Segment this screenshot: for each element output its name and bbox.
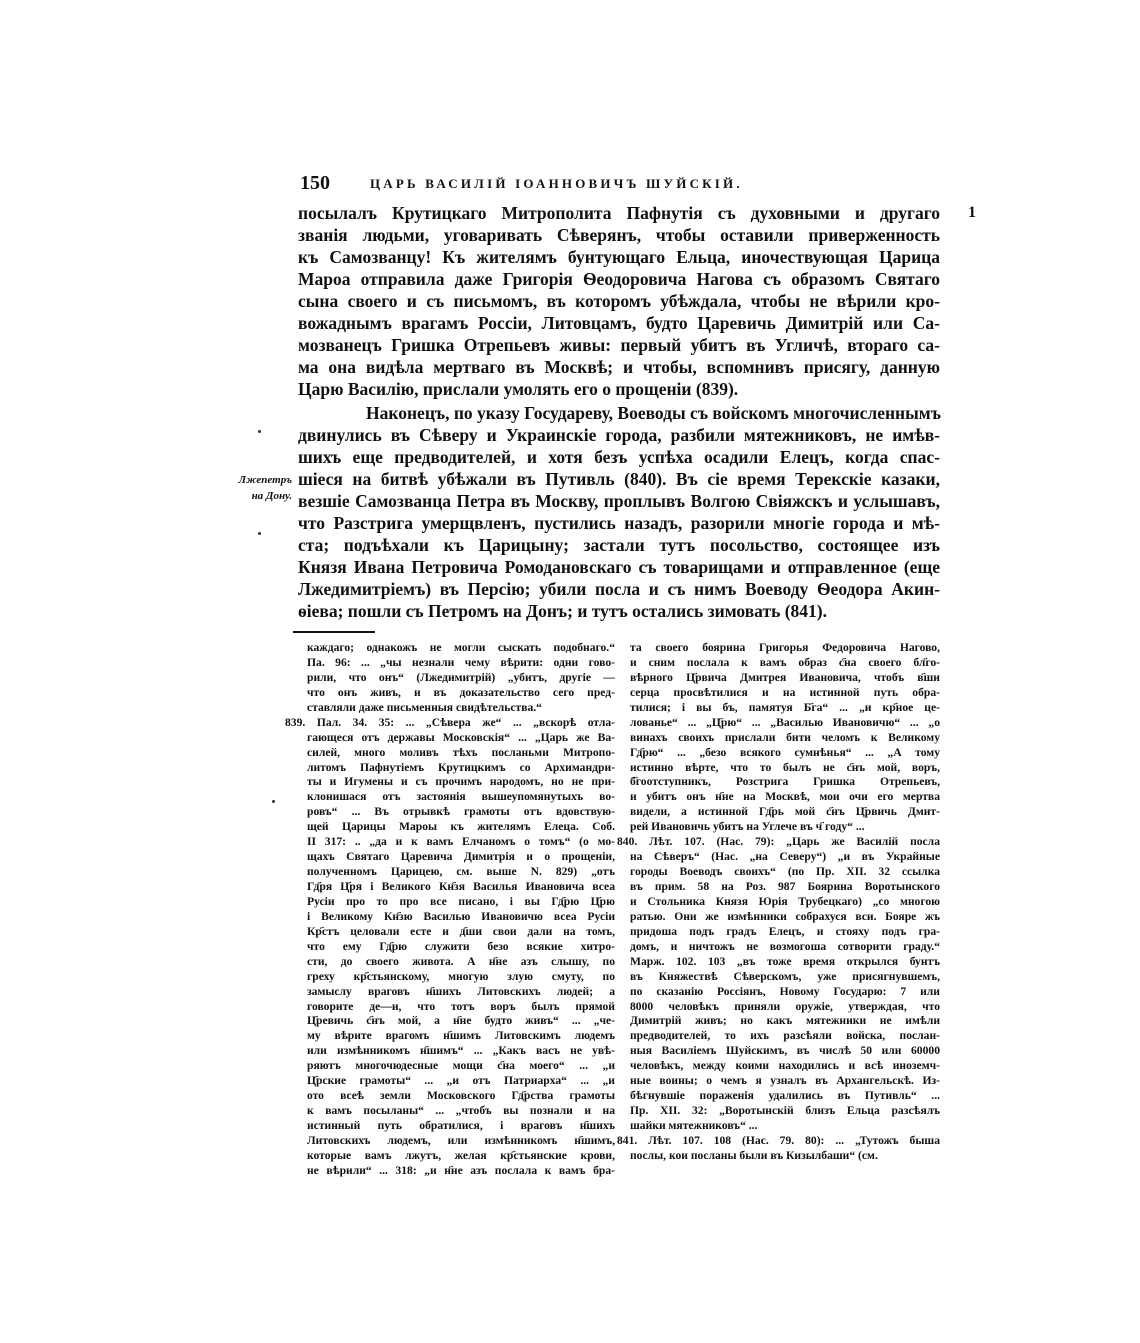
footnote-line: Ц҃ревичь с҃нъ мой, а н҃не будто живъ“ ... „че-	[307, 1014, 615, 1028]
footnote-line: послы, кои посланы были въ Кизылбаши“ (см.	[630, 1148, 878, 1162]
footnote-line: ныя Василіемъ Шуйскимъ, въ числѣ 50 или 60000	[630, 1044, 940, 1058]
footnote-line: греху кр҃стьянскому, многую злую смуту, по	[307, 969, 615, 983]
text-line: Мароа отправила даже Григорія Ѳеодоровича Нагова съ образомъ Святаго	[298, 269, 940, 289]
footnote-line: б҃гоотступникъ, Розстрига Гришка Отрепьевъ,	[630, 775, 940, 789]
text-line: къ Самозванцу! Къ жителямъ бунтующаго Ельца, иночествующая Царица	[298, 247, 940, 267]
footnote-line: что ему Гд҃рю служити безо всякие хитро-	[307, 939, 615, 953]
running-header	[298, 172, 940, 198]
footnote-line: и сним послала к вамъ образ с҃на своего бл҃го-	[630, 655, 940, 669]
margin-note-line: на Дону.	[251, 490, 292, 502]
text-line: шихъ еще предводителей, и хотя безъ успѣха осадили Елецъ, когда спас-	[298, 447, 940, 467]
footnote-line: Кр҃стъ целовали есте и д҃ши свои дали на томъ,	[307, 924, 615, 938]
text-line: Царю Василію, прислали умолять его о прощеніи (839).	[298, 379, 739, 399]
speck	[258, 430, 261, 433]
footnote-line: по сказанію Россіянъ, Новому Государю: 7 или	[630, 984, 940, 998]
footnote-line: не вѣрили“ ... 318: „и н҃не азъ послала к вамъ бра-	[307, 1163, 615, 1177]
footnote-line: му вѣрите врагомъ н҃шимъ Литовскимъ людемъ	[307, 1029, 615, 1043]
footnote-line: Ц҃рские грамоты“ ... „и отъ Патриарха“ ... „и	[307, 1074, 615, 1088]
footnote-line: силей, много моливъ тѣхъ посланьми Митропо-	[307, 745, 615, 759]
footnote-line: предводителей, то ихъ разсѣяли войска, послан-	[630, 1029, 940, 1043]
footnote-line: полученномъ Царицею, см. выше N. 829) „отъ	[307, 865, 615, 879]
footnote-line: истинный путь обратилися, і враговъ н҃шихъ	[307, 1119, 615, 1132]
footnote-line: та своего боярина Григорья Федоровича Нагово,	[630, 641, 940, 654]
speck	[258, 532, 261, 535]
footnote-line: лованье“ ... „Ц҃рю“ ... „Василью Ивановичю“ ... „о	[630, 715, 940, 729]
text-line: посылалъ Крутицкаго Митрополита Пафнутія съ духовными и другаго	[298, 203, 940, 223]
footnote-line: і Великому Кн҃зю Василью Ивановичю всеа Русіи	[307, 909, 615, 923]
footnote-line: въ прим. 58 на Роз. 987 Боярина Воротынского	[630, 880, 940, 893]
footnote-line: въ Княжествѣ Сѣверскомъ, уже присягнувшемъ,	[630, 969, 940, 983]
footnote-line: Русіи про то про все писано, і вы Гд҃рю Ц҃рю	[307, 894, 615, 908]
footnote-line: Пр. XII. 32: „Воротынскій близъ Ельца разсѣялъ	[630, 1104, 940, 1118]
footnote-line: видели, а истинной Гд҃рь мой с҃нъ Ц҃рвичь Дмит-	[630, 805, 940, 819]
footnote-line: Па. 96: ... „чы незнали чему вѣрити: одни гово-	[307, 655, 615, 669]
footnote-line: вѣрного Ц҃рвича Дмитрея Ивановича, чтобъ в҃ши	[630, 670, 940, 684]
footnote-line: винахъ своихъ прислали бити челомъ к Великому	[630, 730, 940, 744]
footnote-line: бѣгнувшіе пораженія удалились въ Путивль“ ...	[630, 1089, 940, 1103]
paragraph-2	[298, 402, 940, 622]
footnote-line: серца просвѣтилися и на истинной путь обра-	[630, 685, 940, 699]
running-title: ЦАРЬ ВАСИЛІЙ ІОАННОВИЧЪ ШУЙСКІЙ.	[370, 176, 743, 191]
footnote-line: ратью. Они же измѣнники собрахуся вси. Бояре жъ	[630, 909, 940, 923]
footnote-line: Марж. 102. 103 „въ тоже время открылся бунтъ	[630, 954, 940, 968]
footnote-line: человѣкъ, между коими находились и всѣ иноземч-	[630, 1059, 940, 1073]
footnote-line: тилися; і вы бъ, памятуя Б҃га“ ... „и кр҃ное це-	[630, 700, 940, 714]
footnote-line: или измѣнникомъ н҃шимъ“ ... „Какъ васъ не увѣ-	[307, 1044, 615, 1058]
footnotes-right-column	[617, 641, 940, 1164]
footnote-line: щахъ Святаго Царевича Димитрія и о прощеніи,	[307, 850, 615, 864]
footnote-line: Гд҃рю“ ... „безо всякого сумнѣнья“ ... „А тому	[630, 745, 940, 759]
footnote-line: придоша подъ градъ Елецъ, и стояху подъ гра-	[630, 924, 940, 938]
text-line: везшіе Самозванца Петра въ Москву, проплывъ Волгою Свіяжскъ и услышавъ,	[298, 491, 940, 511]
footnote-line: домъ, и ничтожъ не возмогоша сотворити граду.“	[630, 939, 940, 953]
footnote-line: ряютъ многочюдесные мощи с҃на моего“ ... „и	[307, 1059, 615, 1073]
footnote-line: II 317: .. „да и к вамъ Елчаномъ о томъ“ (о мо-	[307, 835, 615, 849]
footnote-rule	[293, 631, 375, 633]
text-line: вожаднымъ врагамъ Россіи, Литовцамъ, будто Царевичь Димитрій или Са-	[298, 313, 940, 333]
speck	[272, 800, 275, 803]
text-line: Наконецъ, по указу Государеву, Воеводы съ войскомъ многочисленнымъ	[366, 403, 941, 423]
footnote-line: замыслу враговъ н҃шихъ Литовскихъ людей; а	[307, 984, 615, 998]
text-line: ѳіева; пошли съ Петромъ на Донъ; и тутъ остались зимовать (841).	[298, 601, 827, 621]
text-line: Лжедимитріемъ) въ Персію; убили посла и съ нимъ Воеводу Ѳеодора Акин-	[298, 579, 940, 599]
footnote-line: и убитъ онъ н҃не на Москвѣ, мои очи его мертва	[630, 790, 940, 804]
footnote-line: рей Ивановичь убитъ на Углече въ ч҃ году“ ...	[630, 820, 865, 834]
footnote-line: Гд҃ря Ц҃ря і Великого Кн҃зя Василья Ивановича всеа	[307, 880, 615, 893]
footnote-line: говорите де—и, что тотъ воръ былъ прямой	[307, 999, 615, 1013]
text-line: ма она видѣла мертваго въ Москвѣ; и чтобы, вспомнивъ присягу, данную	[298, 357, 940, 377]
footnote-line: 839. Пал. 34. 35: ... „Сѣвера же“ ... „вскорѣ отла-	[285, 715, 615, 729]
text-line: ста; подъѣхали къ Царицыну; застали тутъ посольство, состоящее изъ	[298, 535, 940, 555]
footnote-line: клонишася отъ застоянія вышеупомянутыхъ во-	[307, 790, 615, 804]
footnote-line: ные воины; о чемъ я узналъ въ Архангельскѣ. Из-	[630, 1074, 940, 1088]
footnote-line: и Стольника Князя Юрія Трубецкаго) „со многою	[630, 894, 940, 908]
footnote-line: городы Воеводъ своихъ“ (по Пр. XII. 32 ссылка	[630, 865, 940, 879]
text-line: мозванецъ Гришка Отрепьевъ живы: первый убитъ въ Угличѣ, втораго са-	[298, 335, 940, 355]
margin-note	[226, 472, 292, 504]
footnote-line: 840. Лѣт. 107. (Нас. 79): „Царь же Василій посла	[617, 835, 940, 849]
footnote-line: Литовскихъ людемъ, или измѣнникомъ н҃шимъ,	[307, 1133, 615, 1147]
footnote-line: литомъ Пафнутіемъ Крутицкимъ со Архимандри-	[307, 760, 615, 774]
edge-mark: 1	[968, 204, 976, 221]
footnote-line: истинно вѣрте, что то былъ не с҃нъ мой, воръ,	[630, 760, 940, 774]
footnote-line: гающеся отъ державы Московскія“ ... „Царь же Ва-	[307, 730, 615, 744]
footnote-line: что онъ живъ, и въ доказательство сего пред-	[307, 685, 615, 699]
paragraph-1	[298, 202, 940, 400]
footnote-line: каждаго; однакожъ не могли сыскать подобнаго.“	[307, 641, 615, 654]
footnote-line: на Сѣверъ“ (Нас. „на Северу“) „и въ Украйные	[630, 850, 940, 864]
footnote-line: Димитрій живъ; но какъ мятежники не имѣли	[630, 1014, 940, 1028]
text-line: званія людьми, уговаривать Сѣверянъ, чтобы оставили приверженность	[298, 225, 940, 245]
text-line: Князя Ивана Петровича Ромодановскаго съ товарищами и отправленное (еще	[298, 557, 940, 577]
footnote-line: которые вамъ лжутъ, желая кр҃стьянские крови,	[307, 1148, 615, 1162]
footnote-line: ото всеѣ земли Московского Гд҃рства грамоты	[307, 1089, 615, 1103]
footnote-line: ты и Игумены и съ прочимъ народомъ, но не при-	[307, 775, 615, 789]
text-line: шіеся на битвѣ убѣжали въ Путивль (840). Въ сіе время Терекскіе казаки,	[298, 469, 940, 489]
main-text	[298, 202, 940, 622]
footnote-line: рили, что онъ“ (Лжедимитрій) „убитъ, другіе —	[307, 670, 615, 684]
footnote-line: ставляли даже письменныя свидѣтельства.“	[307, 700, 542, 714]
page-number: 150	[300, 172, 330, 194]
footnote-line: ровъ“ ... Въ отрывкѣ грамоты отъ вдовствую-	[307, 805, 615, 819]
footnote-line: щей Царицы Мароы къ жителямъ Елеца. Соб.	[307, 820, 615, 834]
margin-note-line: Лжепетръ	[238, 474, 292, 486]
footnotes-left-column	[285, 641, 615, 1179]
footnote-line: 841. Лѣт. 107. 108 (Нас. 79. 80): ... „Тутожъ быша	[617, 1133, 940, 1147]
text-line: что Разстрига умерщвленъ, пустились назадъ, разорили многіе города и мѣ-	[298, 513, 940, 533]
footnote-line: к вамъ посыланы“ ... „чтобъ вы познали и на	[307, 1104, 615, 1118]
footnote-line: сти, до своего живота. А н҃не азъ слышу, по	[307, 954, 615, 968]
text-line: двинулись въ Сѣверу и Украинскіе города, разбили мятежниковъ, не имѣв-	[298, 425, 940, 445]
footnote-line: 8000 человѣкъ приняли оружіе, утверждая, что	[630, 999, 940, 1013]
footnote-line: шайки мятежниковъ“ ...	[630, 1119, 758, 1132]
text-line: сына своего и съ письмомъ, въ которомъ убѣждала, чтобы не вѣрили кро-	[298, 291, 940, 311]
